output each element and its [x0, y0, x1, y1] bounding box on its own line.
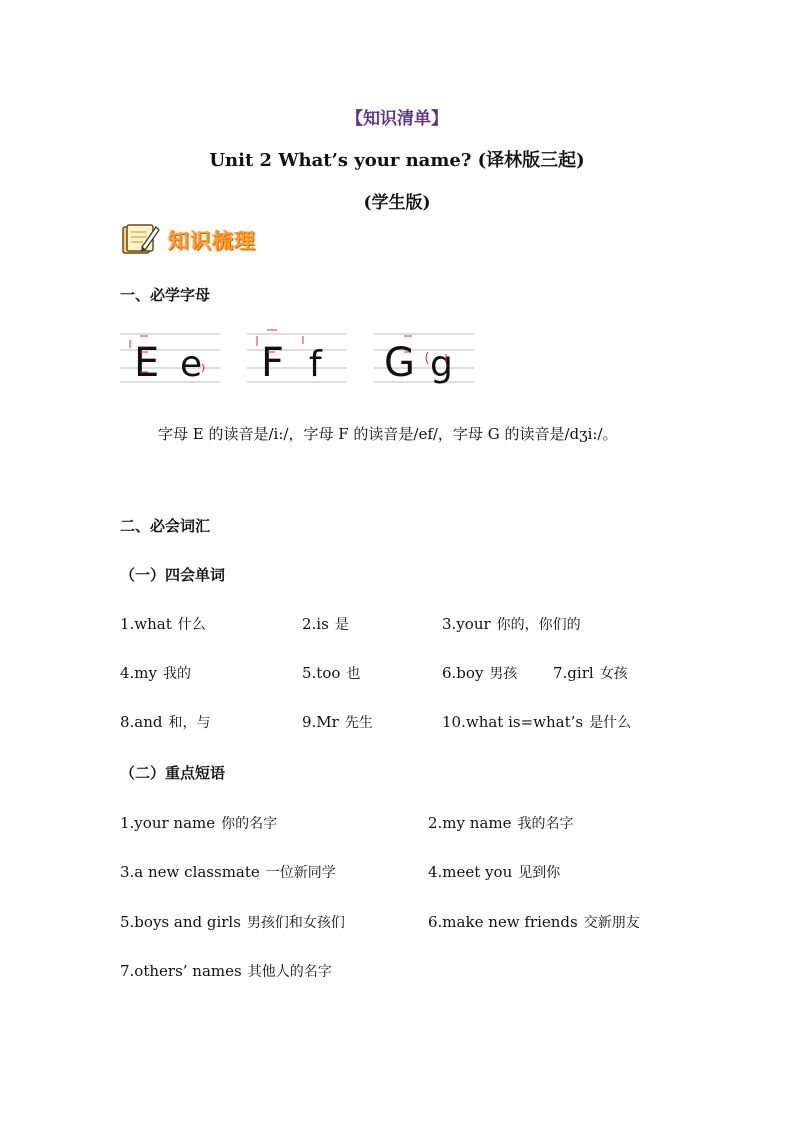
list-item: 5.too 也: [302, 664, 361, 682]
list-item: 8.and 和，与: [120, 713, 211, 731]
letter-upper: G: [384, 340, 415, 386]
section-banner: [120, 222, 256, 258]
list-item: 3.a new classmate 一位新同学: [120, 863, 336, 881]
letter-box-g: [374, 322, 474, 400]
list-item: 7.others’ names 其他人的名字: [120, 962, 332, 980]
list-item: 1.what 什么: [120, 615, 206, 633]
phrases-heading: （二）重点短语: [120, 764, 226, 782]
page-subtitle: (学生版): [363, 193, 431, 213]
pronunciation-paragraph: [120, 412, 680, 457]
letter-lower: e: [180, 344, 203, 385]
letter-lower: f: [309, 344, 322, 385]
list-item: 4.meet you 见到你: [428, 863, 561, 881]
letter-upper: F: [261, 340, 285, 386]
section2-heading: 二、必会词汇: [120, 517, 211, 535]
list-item: 1.your name 你的名字: [120, 814, 278, 832]
list-item: 3.your 你的，你们的: [442, 615, 581, 633]
notebook-pencil-icon: [120, 221, 160, 259]
pronunciation-text: 字母 E 的读音是/i:/，字母 F 的读音是/ef/，字母 G 的读音是/dʒi:/。: [158, 425, 618, 443]
list-item: 2.is 是: [302, 615, 349, 633]
section1-heading: 一、必学字母: [120, 286, 211, 304]
list-item: 6.make new friends 交新朋友: [428, 913, 640, 931]
knowledge-list-tag: 【知识清单】: [346, 109, 448, 129]
list-item: 4.my 我的: [120, 664, 192, 682]
list-item: 7.girl 女孩: [553, 664, 628, 682]
letter-lower: g: [430, 344, 453, 385]
words-heading: （一）四会单词: [120, 566, 226, 584]
list-item: 10.what is=what’s 是什么: [442, 713, 632, 731]
letter-box-f: [247, 322, 347, 392]
list-item: 9.Mr 先生: [302, 713, 373, 731]
letter-box-e: [120, 322, 220, 392]
list-item: 5.boys and girls 男孩们和女孩们: [120, 913, 345, 931]
letter-upper: E: [134, 340, 160, 386]
list-item: 2.my name 我的名字: [428, 814, 574, 832]
list-item: 6.boy 男孩: [442, 664, 518, 682]
page-title: Unit 2 What’s your name? (译林版三起): [209, 150, 585, 171]
banner-title: 知识梳理: [168, 229, 256, 253]
